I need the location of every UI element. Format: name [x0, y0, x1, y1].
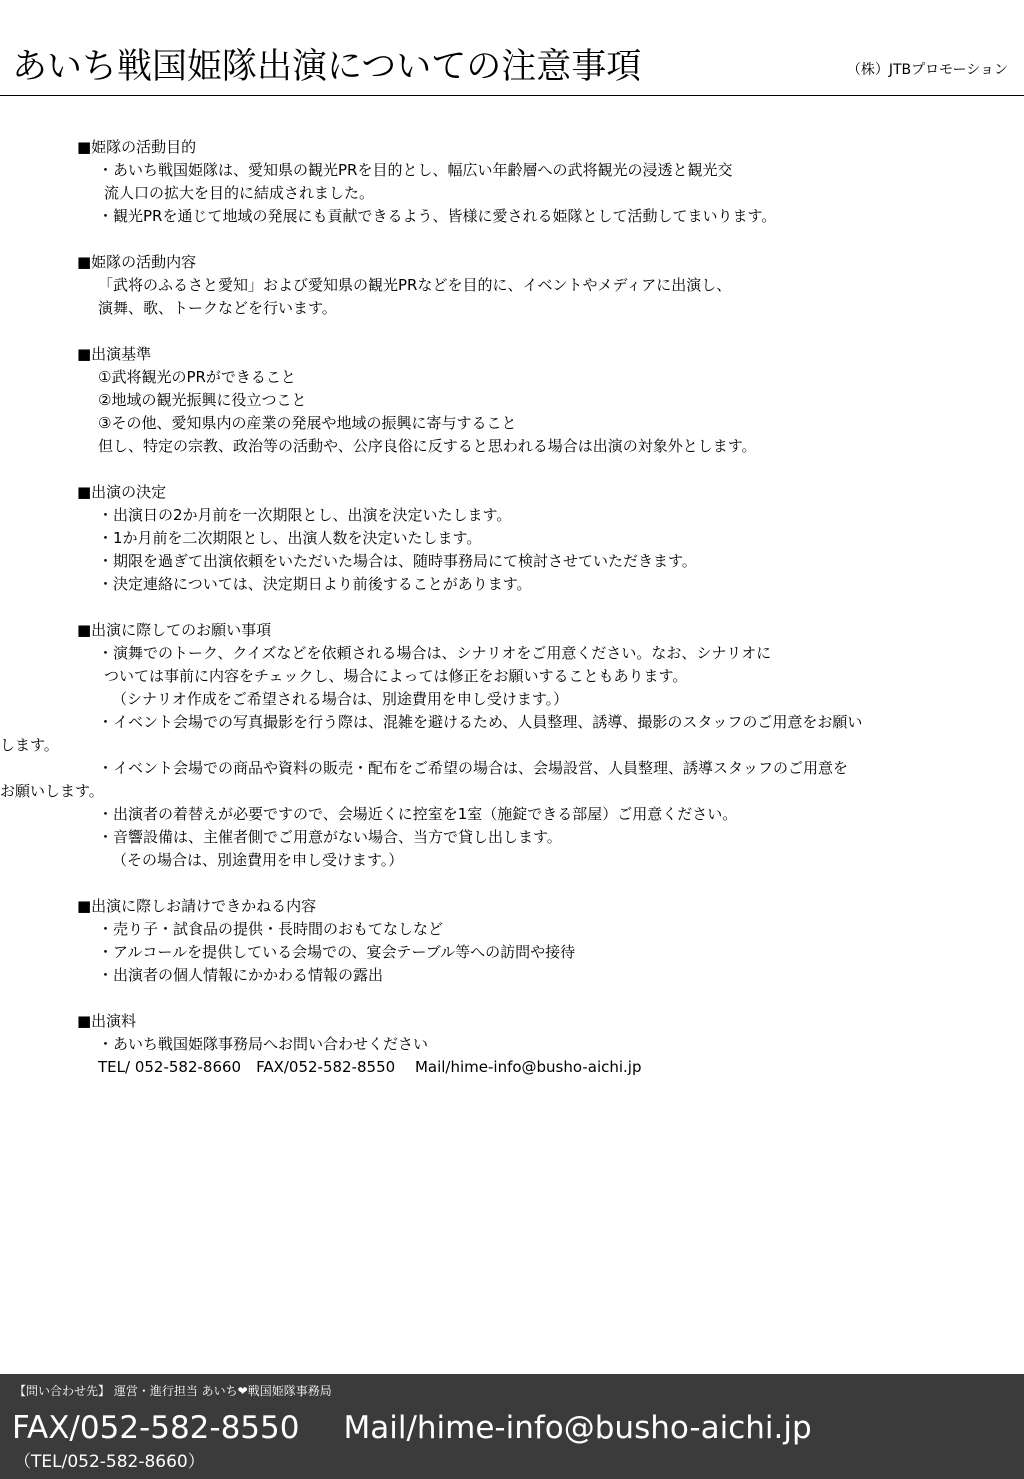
section-line: ・観光PRを通じて地域の発展にも貢献できるよう、皆様に愛される姫隊として活動してまいります。: [98, 207, 777, 225]
section: [0, 1010, 1024, 1079]
section-line: ・出演者の個人情報にかかわる情報の露出: [98, 966, 384, 984]
section-line: します。: [0, 736, 59, 754]
section-heading: ■出演基準: [77, 345, 152, 363]
section-line: 但し、特定の宗教、政治等の活動や、公序良俗に反すると思われる場合は出演の対象外とします。: [98, 437, 757, 455]
section-line: ②地域の観光振興に役立つこと: [98, 391, 307, 409]
section-line: ・演舞でのトーク、クイズなどを依頼される場合は、シナリオをご用意ください。なお、シナリオに: [98, 644, 772, 662]
contact-label-suffix: 戦国姫隊事務局: [247, 1384, 332, 1398]
document-header: [0, 0, 1024, 96]
section-line: ①武将観光のPRができること: [98, 368, 296, 386]
contact-label: [14, 1382, 332, 1400]
section: [0, 895, 1024, 987]
section-heading: ■姫隊の活動目的: [77, 138, 197, 156]
fax-number: FAX/052-582-8550: [12, 1410, 300, 1446]
company-name: （株）JTBプロモーション: [846, 62, 1008, 78]
section-line: ・アルコールを提供している会場での、宴会テーブル等への訪問や接待: [98, 943, 576, 961]
section-line: ・出演者の着替えが必要ですので、会場近くに控室を1室（施錠できる部屋）ご用意ください。: [98, 805, 738, 823]
section-line: ・期限を過ぎて出演依頼をいただいた場合は、随時事務局にて検討させていただきます。: [98, 552, 697, 570]
section-line: ・あいち戦国姫隊は、愛知県の観光PRを目的とし、幅広い年齢層への武将観光の浸透と観光交: [98, 161, 733, 179]
section: [0, 481, 1024, 596]
contact-label-prefix: 【問い合わせ先】 運営・進行担当 あいち: [14, 1384, 238, 1398]
section-line: 演舞、歌、トークなどを行います。: [98, 299, 337, 317]
section: [0, 619, 1024, 872]
section-line: TEL/ 052-582-8660 FAX/052-582-8550 Mail/hime-info@busho-aichi.jp: [98, 1058, 642, 1076]
section: [0, 343, 1024, 458]
section-line: ・音響設備は、主催者側でご用意がない場合、当方で貸し出します。: [98, 828, 562, 846]
contact-footer: [0, 1374, 1024, 1479]
section-heading: ■姫隊の活動内容: [77, 253, 197, 271]
section-line: ついては事前に内容をチェックし、場合によっては修正をお願いすることもあります。: [104, 667, 688, 685]
section-line: （シナリオ作成をご希望される場合は、別途費用を申し受けます。）: [112, 690, 569, 708]
section-line: ・決定連絡については、決定期日より前後することがあります。: [98, 575, 532, 593]
section: [0, 136, 1024, 228]
section-line: （その場合は、別途費用を申し受けます。）: [112, 851, 404, 869]
section-line: ③その他、愛知県内の産業の発展や地域の振興に寄与すること: [98, 414, 517, 432]
section-heading: ■出演料: [77, 1012, 137, 1030]
section-line: ・イベント会場での写真撮影を行う際は、混雑を避けるため、人員整理、誘導、撮影のスタッフのご用意をお願い: [98, 713, 863, 731]
section-line: 流人口の拡大を目的に結成されました。: [104, 184, 375, 202]
section-line: ・あいち戦国姫隊事務局へお問い合わせください: [98, 1035, 429, 1053]
section-heading: ■出演の決定: [77, 483, 167, 501]
heart-icon: ❤: [237, 1384, 248, 1398]
section-heading: ■出演に際しお請けできかねる内容: [77, 897, 317, 915]
contact-main: [12, 1406, 812, 1450]
section-line: ・出演日の2か月前を一次期限とし、出演を決定いたします。: [98, 506, 512, 524]
section-line: ・1か月前を二次期限とし、出演人数を決定いたします。: [98, 529, 482, 547]
section-line: ・売り子・試食品の提供・長時間のおもてなしなど: [98, 920, 444, 938]
tel-number: （TEL/052-582-8660）: [14, 1452, 205, 1472]
section-line: 「武将のふるさと愛知」および愛知県の観光PRなどを目的に、イベントやメディアに出演し、: [98, 276, 732, 294]
section: [0, 251, 1024, 320]
section-line: ・イベント会場での商品や資料の販売・配布をご希望の場合は、会場設営、人員整理、誘導スタッフのご用意を: [98, 759, 849, 777]
page-title: あいち戦国姫隊出演についての注意事項: [12, 47, 642, 87]
section-heading: ■出演に際してのお願い事項: [77, 621, 272, 639]
email-address[interactable]: Mail/hime-info@busho-aichi.jp: [343, 1410, 812, 1446]
document-body: [0, 136, 1024, 1102]
section-line: お願いします。: [0, 782, 104, 800]
